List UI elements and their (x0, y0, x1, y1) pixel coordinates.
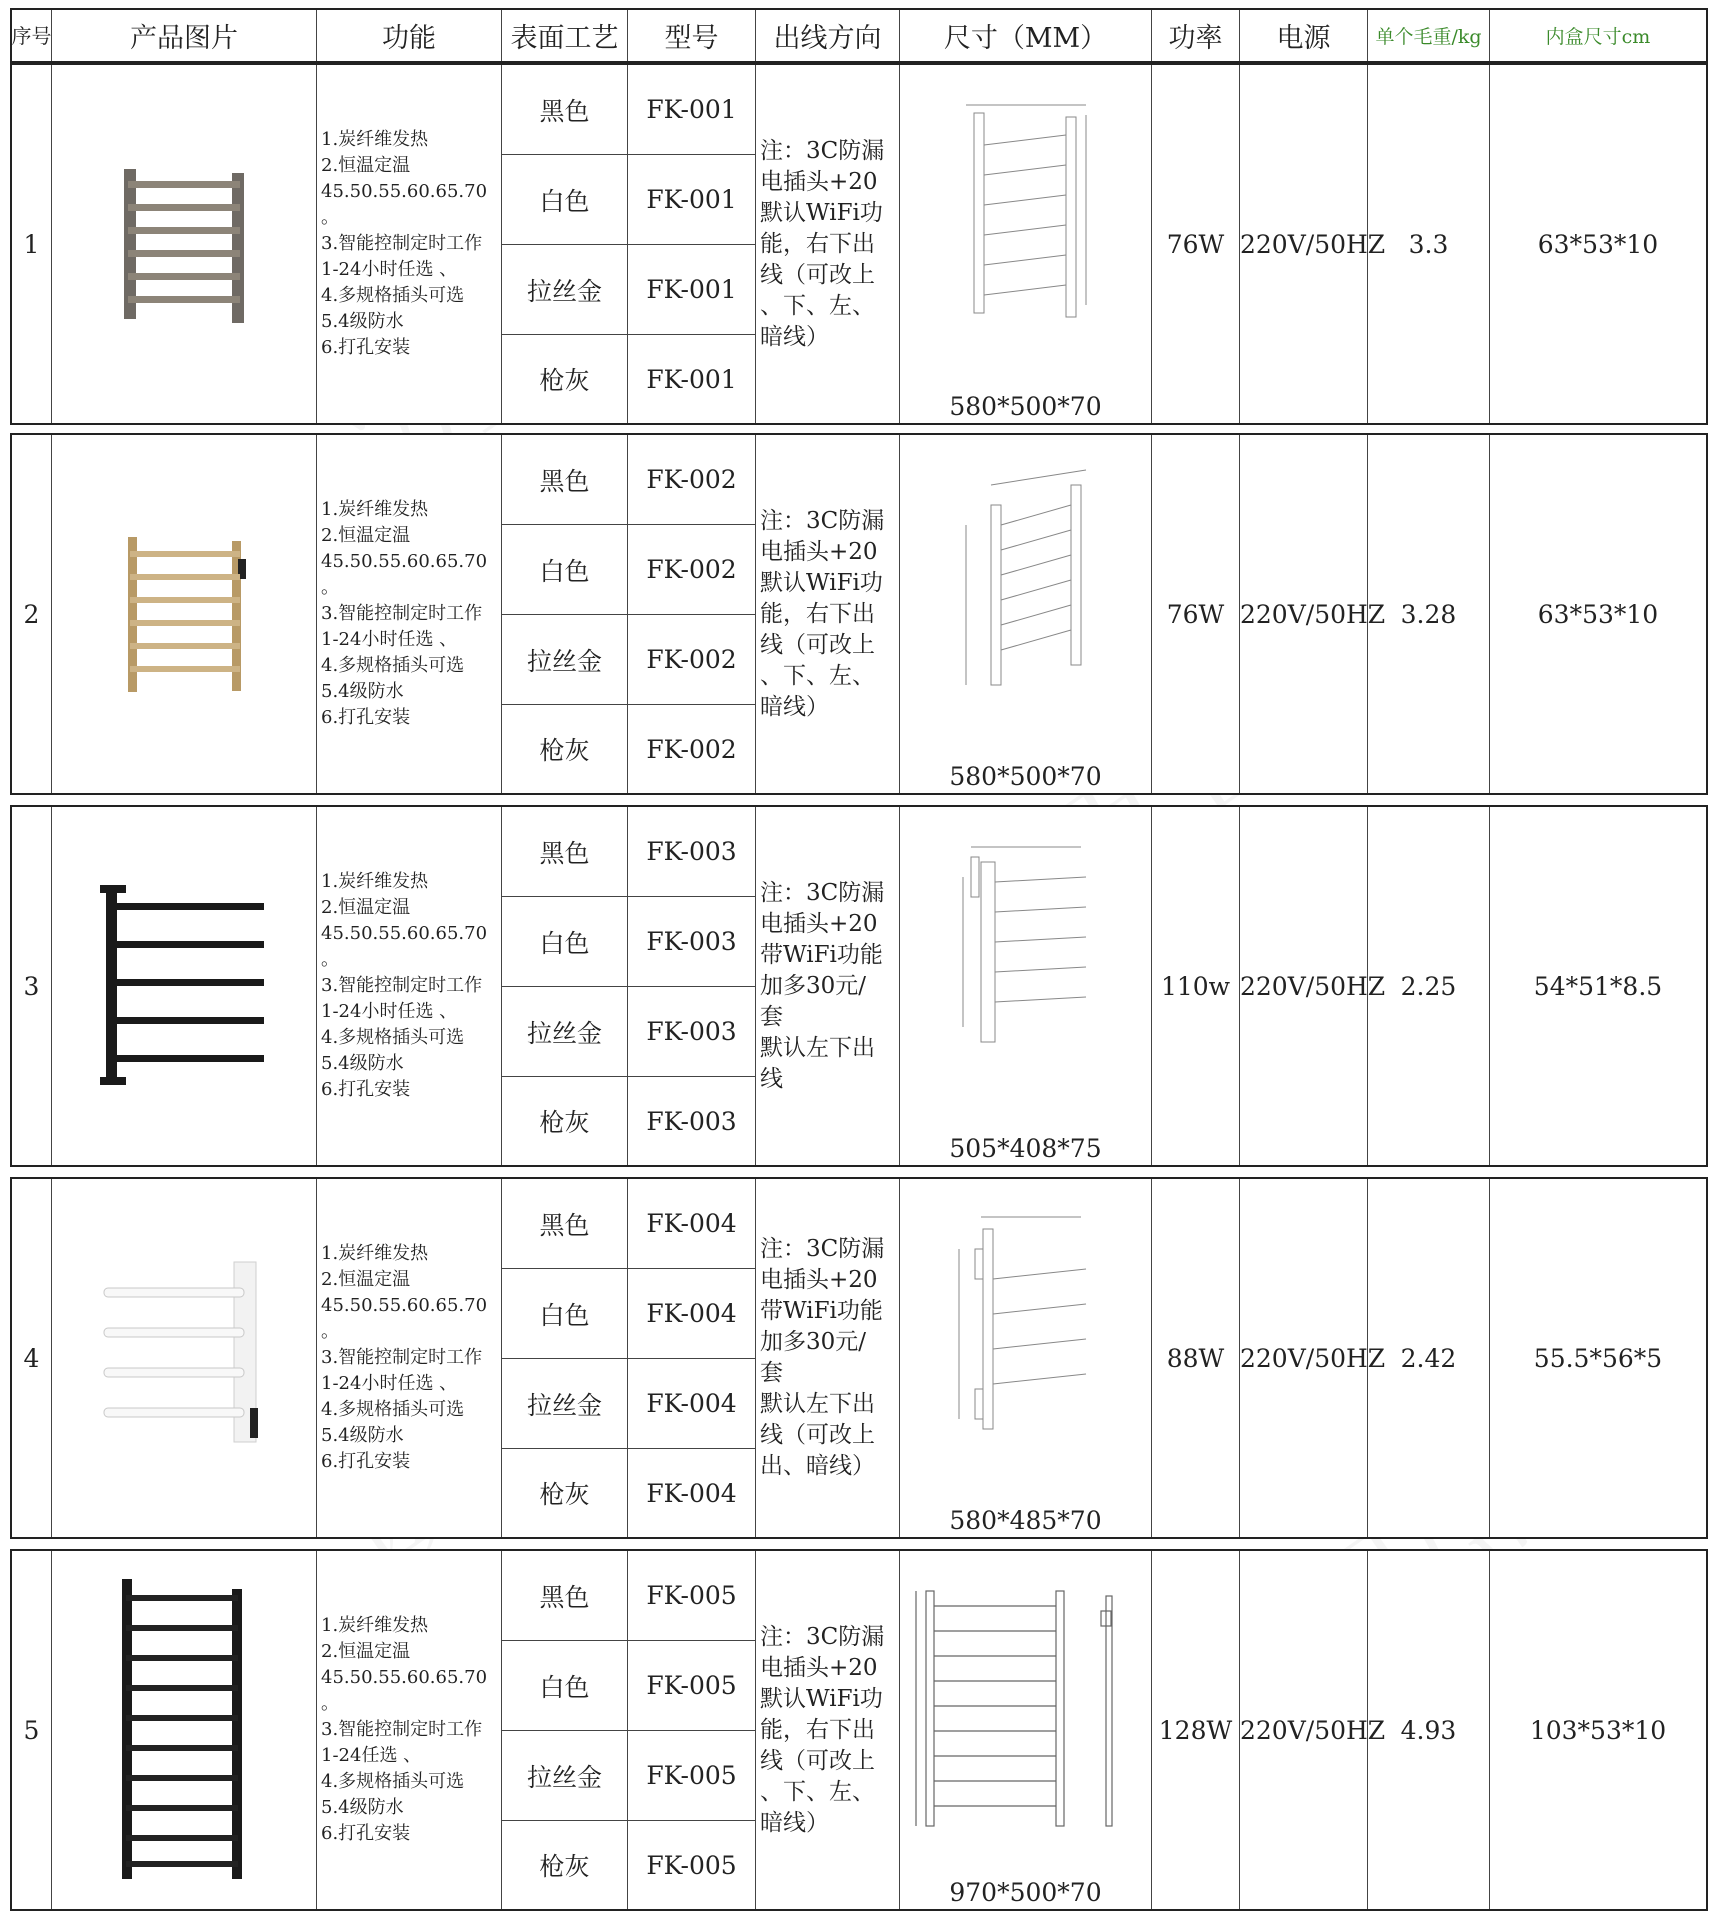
model-number: FK-005 (628, 1551, 755, 1641)
dimension-drawing-icon (956, 95, 1096, 325)
finish-black: 黑色 (502, 435, 627, 525)
header-function: 功能 (317, 10, 502, 61)
power-value: 110w (1152, 807, 1240, 1165)
product-image (52, 435, 317, 793)
row-seq: 3 (12, 807, 52, 1165)
model-number: FK-001 (628, 245, 755, 335)
header-weight: 单个毛重/kg (1368, 10, 1490, 61)
model-number: FK-002 (628, 435, 755, 525)
header-size: 尺寸（MM） (900, 10, 1152, 61)
model-number: FK-004 (628, 1269, 755, 1359)
row-seq: 2 (12, 435, 52, 793)
dimension-drawing-icon (906, 1581, 1146, 1831)
power-value: 76W (1152, 65, 1240, 423)
model-column (628, 65, 756, 423)
row-seq: 1 (12, 65, 52, 423)
header-finish: 表面工艺 (502, 10, 628, 61)
table-row (10, 63, 1708, 425)
finish-gunmetal: 枪灰 (539, 366, 590, 395)
model-number: FK-001 (628, 65, 755, 155)
function-list: 1.炭纤维发热 2.恒温定温 45.50.55.60.65.70 。 3.智能控制定时工作 1-24小时任选 、 4.多规格插头可选 5.4级防水 6.打孔安装 (317, 807, 502, 1165)
model-number: FK-005 (646, 1850, 737, 1880)
towel-rack-black-swing-icon (94, 881, 274, 1091)
box-size-value: 55.5*56*5 (1533, 1343, 1663, 1373)
finish-brushed-gold: 拉丝金 (502, 1731, 627, 1821)
power-value: 88W (1152, 1179, 1240, 1537)
header-image: 产品图片 (52, 10, 317, 61)
row-seq: 4 (12, 1179, 52, 1537)
header-model: 型号 (628, 10, 756, 61)
model-column (628, 807, 756, 1165)
table-row (10, 1549, 1708, 1911)
model-number: FK-001 (646, 364, 737, 394)
finish-column (502, 1551, 628, 1909)
model-number: FK-002 (646, 734, 737, 764)
finish-column (502, 435, 628, 793)
finish-column (502, 65, 628, 423)
towel-rack-white-swing-icon (94, 1258, 274, 1458)
model-column (628, 1551, 756, 1909)
model-column (628, 435, 756, 793)
dimension-text: 580*485*70 (949, 1506, 1102, 1535)
function-list: 1.炭纤维发热 2.恒温定温 45.50.55.60.65.70 。 3.智能控制定时工作 1-24小时任选 、 4.多规格插头可选 5.4级防水 6.打孔安装 (317, 1179, 502, 1537)
box-size-value: 103*53*10 (1529, 1715, 1667, 1745)
product-image (52, 1179, 317, 1537)
outlet-note: 注：3C防漏 电插头+20 默认WiFi功 能，右下出 线（可改上 、下、左、 暗线） (756, 1551, 900, 1909)
function-list: 1.炭纤维发热 2.恒温定温 45.50.55.60.65.70 。 3.智能控制定时工作 1-24小时任选 、 4.多规格插头可选 5.4级防水 6.打孔安装 (317, 435, 502, 793)
power-value: 76W (1152, 435, 1240, 793)
dimension-drawing-icon (951, 1209, 1101, 1429)
finish-brushed-gold: 拉丝金 (502, 615, 627, 705)
header-power: 功率 (1152, 10, 1240, 61)
model-number: FK-001 (628, 155, 755, 245)
outlet-note: 注：3C防漏 电插头+20 带WiFi功能 加多30元/ 套 默认左下出 线 (756, 807, 900, 1165)
towel-rack-gunmetal-icon (114, 159, 254, 329)
weight-value: 2.42 (1368, 1179, 1490, 1537)
model-number: FK-002 (628, 525, 755, 615)
table-row (10, 1177, 1708, 1539)
finish-black: 黑色 (502, 1179, 627, 1269)
finish-white: 白色 (502, 525, 627, 615)
supply-value: 220V/50HZ (1240, 65, 1368, 423)
model-column (628, 1179, 756, 1537)
dimension-cell (900, 435, 1152, 793)
dimension-cell (900, 1179, 1152, 1537)
dimension-cell (900, 65, 1152, 423)
model-number: FK-005 (628, 1731, 755, 1821)
dimension-text: 580*500*70 (949, 762, 1102, 791)
weight-value: 2.25 (1368, 807, 1490, 1165)
finish-gunmetal: 枪灰 (539, 736, 590, 765)
towel-rack-gold-icon (114, 529, 254, 699)
outlet-note: 注：3C防漏 电插头+20 默认WiFi功 能，右下出 线（可改上 、下、左、 暗线） (756, 435, 900, 793)
dimension-text: 970*500*70 (949, 1878, 1102, 1907)
dimension-drawing-icon (951, 837, 1101, 1057)
dimension-text: 505*408*75 (949, 1134, 1102, 1163)
box-size-value: 63*53*10 (1537, 229, 1659, 259)
product-image (52, 807, 317, 1165)
finish-white: 白色 (502, 897, 627, 987)
weight-value: 3.28 (1368, 435, 1490, 793)
finish-black: 黑色 (502, 65, 627, 155)
model-number: FK-002 (628, 615, 755, 705)
model-number: FK-003 (628, 807, 755, 897)
dimension-cell (900, 1551, 1152, 1909)
finish-black: 黑色 (502, 1551, 627, 1641)
header-seq: 序号 (12, 10, 52, 61)
header-supply: 电源 (1240, 10, 1368, 61)
finish-brushed-gold: 拉丝金 (502, 987, 627, 1077)
header-outlet: 出线方向 (756, 10, 900, 61)
finish-gunmetal: 枪灰 (539, 1108, 590, 1137)
product-image (52, 1551, 317, 1909)
table-row (10, 805, 1708, 1167)
model-number: FK-004 (646, 1478, 737, 1508)
finish-white: 白色 (502, 1269, 627, 1359)
dimension-text: 580*500*70 (949, 392, 1102, 421)
model-number: FK-003 (628, 987, 755, 1077)
power-value: 128W (1152, 1551, 1240, 1909)
dimension-cell (900, 807, 1152, 1165)
table-header (10, 8, 1708, 63)
function-list: 1.炭纤维发热 2.恒温定温 45.50.55.60.65.70 。 3.智能控制定时工作 1-24小时任选 、 4.多规格插头可选 5.4级防水 6.打孔安装 (317, 65, 502, 423)
weight-value: 3.3 (1368, 65, 1490, 423)
weight-value: 4.93 (1368, 1551, 1490, 1909)
table-row (10, 433, 1708, 795)
function-list: 1.炭纤维发热 2.恒温定温 45.50.55.60.65.70 。 3.智能控制定时工作 1-24任选 、 4.多规格插头可选 5.4级防水 6.打孔安装 (317, 1551, 502, 1909)
spec-sheet (10, 8, 1708, 1910)
finish-brushed-gold: 拉丝金 (502, 245, 627, 335)
model-number: FK-004 (628, 1359, 755, 1449)
dimension-drawing-icon (951, 465, 1101, 695)
finish-white: 白色 (502, 155, 627, 245)
outlet-note: 注：3C防漏 电插头+20 默认WiFi功 能，右下出 线（可改上 、下、左、 暗线） (756, 65, 900, 423)
model-number: FK-004 (628, 1179, 755, 1269)
header-box: 内盒尺寸cm (1545, 26, 1651, 48)
finish-gunmetal: 枪灰 (539, 1852, 590, 1881)
finish-white: 白色 (502, 1641, 627, 1731)
finish-column (502, 1179, 628, 1537)
model-number: FK-003 (646, 1106, 737, 1136)
model-number: FK-003 (628, 897, 755, 987)
model-number: FK-005 (628, 1641, 755, 1731)
finish-column (502, 807, 628, 1165)
supply-value: 220V/50HZ (1240, 1179, 1368, 1537)
towel-rack-black-tall-icon (114, 1575, 254, 1885)
product-image (52, 65, 317, 423)
box-size-value: 54*51*8.5 (1533, 971, 1663, 1001)
finish-gunmetal: 枪灰 (539, 1480, 590, 1509)
box-size-value: 63*53*10 (1537, 599, 1659, 629)
supply-value: 220V/50HZ (1240, 435, 1368, 793)
outlet-note: 注：3C防漏 电插头+20 带WiFi功能 加多30元/ 套 默认左下出 线（可改上 出、暗线） (756, 1179, 900, 1537)
finish-brushed-gold: 拉丝金 (502, 1359, 627, 1449)
supply-value: 220V/50HZ (1240, 807, 1368, 1165)
supply-value: 220V/50HZ (1240, 1551, 1368, 1909)
row-seq: 5 (12, 1551, 52, 1909)
finish-black: 黑色 (502, 807, 627, 897)
